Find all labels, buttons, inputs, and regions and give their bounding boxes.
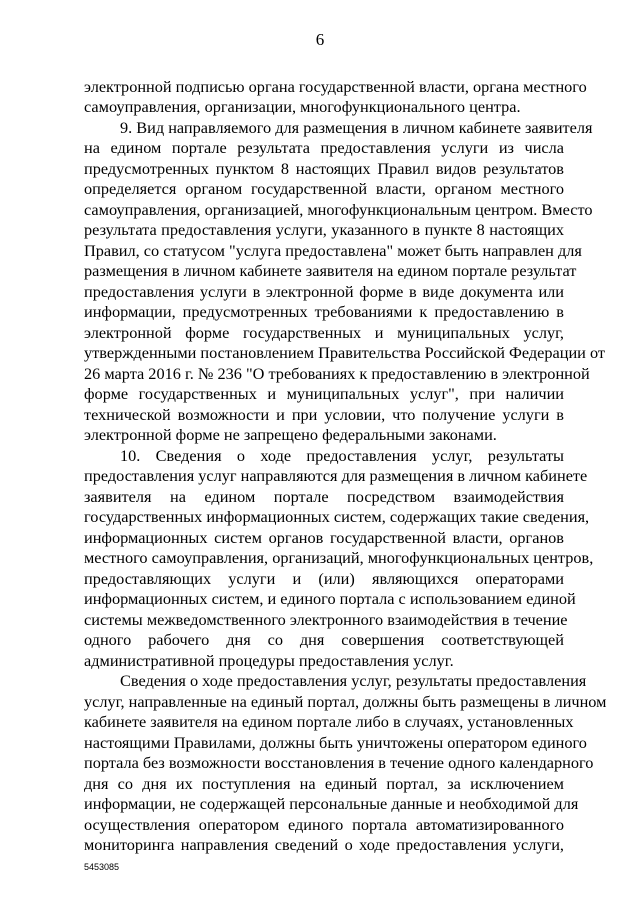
text-line: информационных систем, и единого портала с использованием единой <box>84 589 576 608</box>
text-line: электронной подписью органа государственной власти, органа местного <box>84 77 587 96</box>
text-line: электронной форме государственных и муниципальных услуг, <box>84 323 564 342</box>
text-line: одного рабочего дня со дня совершения соответствующей <box>84 630 564 649</box>
text-line: 10. Сведения о ходе предоставления услуг, результаты <box>120 446 564 465</box>
text-line: государственных информационных систем, содержащих такие сведения, <box>84 507 590 526</box>
text-line: дня со дня их поступления на единый портал, за исключением <box>84 774 564 793</box>
text-line: самоуправления, организацией, многофункциональным центром. Вместо <box>84 200 593 219</box>
text-line: электронной форме не запрещено федеральными законами. <box>84 425 497 444</box>
text-line: форме государственных и муниципальных услуг", при наличии <box>84 384 564 403</box>
text-line: Сведения о ходе предоставления услуг, результаты предоставления <box>120 671 587 690</box>
text-line: настоящими Правилами, должны быть уничтожены оператором единого <box>84 733 587 752</box>
text-line: административной процедуры предоставления услуг. <box>84 651 454 670</box>
text-line: услуг, направленные на единый портал, должны быть размещены в личном <box>84 692 607 711</box>
text-line: Правил, со статусом "услуга предоставлена" может быть направлен для <box>84 241 582 260</box>
text-line: предоставления услуги в электронной форме в виде документа или <box>84 282 564 301</box>
text-line: 26 марта 2016 г. № 236 "О требованиях к предоставлению в электронной <box>84 364 590 383</box>
text-line: предусмотренных пунктом 8 настоящих Правил видов результатов <box>84 159 564 178</box>
text-line: портала без возможности восстановления в течение одного календарного <box>84 753 594 772</box>
text-line: размещения в личном кабинете заявителя на едином портале результат <box>84 261 577 280</box>
text-line: самоуправления, организации, многофункционального центра. <box>84 97 521 116</box>
text-line: местного самоуправления, организаций, многофункциональных центров, <box>84 548 594 567</box>
document-code: 5453085 <box>84 862 120 872</box>
text-line: технической возможности и при условии, что получение услуги в <box>84 405 564 424</box>
text-line: утвержденными постановлением Правительства Российской Федерации от <box>84 343 605 362</box>
text-line: кабинете заявителя на едином портале либо в случаях, установленных <box>84 712 574 731</box>
text-line: осуществления оператором единого портала автоматизированного <box>84 815 564 834</box>
text-line: определяется органом государственной власти, органом местного <box>84 179 564 198</box>
text-line: предоставления услуг направляются для размещения в личном кабинете <box>84 466 588 485</box>
text-line: на едином портале результата предоставления услуги из числа <box>84 138 564 157</box>
text-line: информации, предусмотренных требованиями к предоставлению в <box>84 302 564 321</box>
text-line: системы межведомственного электронного взаимодействия в течение <box>84 610 568 629</box>
page-number: 6 <box>315 30 325 49</box>
text-line: мониторинга направления сведений о ходе предоставления услуги, <box>84 835 564 854</box>
text-line: информации, не содержащей персональные данные и необходимой для <box>84 794 579 813</box>
text-line: 9. Вид направляемого для размещения в личном кабинете заявителя <box>120 118 593 137</box>
text-line: заявителя на едином портале посредством взаимодействия <box>84 487 564 506</box>
text-line: информационных систем органов государственной власти, органов <box>84 528 564 547</box>
text-line: результата предоставления услуги, указанного в пункте 8 настоящих <box>84 220 564 239</box>
text-line: предоставляющих услуги и (или) являющихся операторами <box>84 569 564 588</box>
